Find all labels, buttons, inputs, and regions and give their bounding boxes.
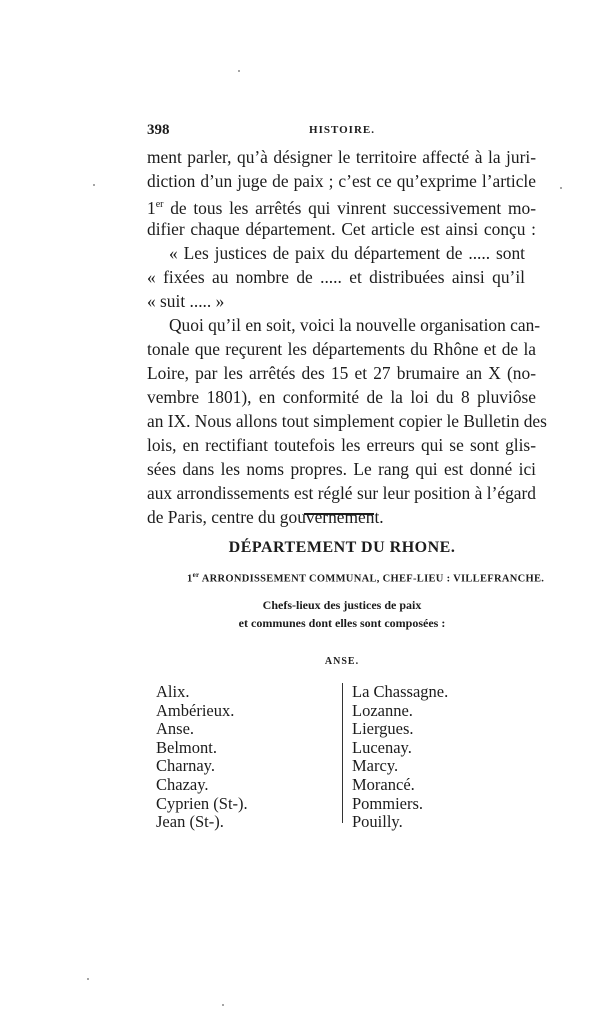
- paper-speck: [560, 187, 562, 189]
- column-divider: [342, 683, 343, 823]
- arrondissement-number: 1: [187, 573, 193, 585]
- commune-item: Alix.: [156, 682, 190, 701]
- commune-item: Chazay.: [156, 774, 209, 794]
- quote-line: « suit ..... »: [147, 291, 225, 311]
- commune-item: Belmont.: [156, 737, 217, 757]
- commune-item: Charnay.: [156, 756, 215, 776]
- text-line: lois, en rectifiant toutefois les erreurs qui se sont glis-: [147, 435, 536, 455]
- commune-item: Pommiers.: [352, 793, 424, 813]
- text-line: Quoi qu’il en soit, voici la nouvelle organisation can-: [169, 315, 541, 335]
- text-line: an IX. Nous allons tout simplement copier le Bulletin des: [147, 411, 547, 431]
- page-number: 398: [147, 122, 170, 138]
- communes-left-column: [156, 683, 248, 832]
- text-line: tonale que reçurent les départements du Rhône et de la: [147, 339, 536, 359]
- commune-item: Marcy.: [352, 756, 399, 776]
- commune-item: Morancé.: [352, 774, 415, 794]
- commune-item: Pouilly.: [352, 812, 403, 832]
- paper-speck: [238, 70, 240, 72]
- quote-line: « fixées au nombre de ..... et distribuées ainsi qu’il: [147, 267, 525, 287]
- section-divider: [304, 513, 374, 515]
- arrondissement-superscript: er: [192, 571, 200, 579]
- subtitle-line-1: Chefs-lieux des justices de paix: [262, 598, 422, 612]
- commune-item: Cyprien (St-).: [156, 793, 248, 813]
- page-header: [147, 122, 537, 142]
- section-title: DÉPARTEMENT DU RHONE.: [228, 539, 456, 556]
- paper-speck: [222, 1004, 224, 1006]
- arrondissement-heading: [187, 571, 544, 585]
- article-superscript: er: [155, 199, 164, 210]
- text-line: Loire, par les arrêtés des 15 et 27 brumaire an X (no-: [147, 363, 536, 383]
- commune-item: Liergues.: [352, 719, 414, 739]
- running-head: HISTOIRE.: [309, 124, 375, 136]
- commune-item: Lozanne.: [352, 700, 413, 720]
- text-line: ment parler, qu’à désigner le territoire affecté à la juri-: [147, 147, 536, 167]
- commune-item: La Chassagne.: [352, 682, 449, 701]
- article-number: 1: [147, 197, 156, 218]
- subtitle-line-2: et communes dont elles sont composées :: [238, 616, 446, 630]
- text-line: vembre 1801), en conformité de la loi du 8 pluviôse: [147, 387, 536, 407]
- quote-line: « Les justices de paix du département de ..... sont: [169, 243, 525, 263]
- text-line: difier chaque département. Cet article est ainsi conçu :: [147, 219, 536, 239]
- commune-item: Anse.: [156, 719, 195, 739]
- text-line: diction d’un juge de paix ; c’est ce qu’exprime l’article: [147, 171, 536, 191]
- commune-item: Ambérieux.: [156, 700, 235, 720]
- text-fragment: de tous les arrêtés qui vinrent successivement mo-: [170, 197, 536, 218]
- communes-right-column: [352, 683, 448, 832]
- arrondissement-text: ARRONDISSEMENT COMMUNAL, CHEF-LIEU : VILLEFRANCHE.: [201, 573, 545, 585]
- text-line: aux arrondissements est réglé sur leur position à l’égard: [147, 483, 536, 503]
- text-line: [147, 193, 536, 217]
- paper-speck: [93, 184, 95, 186]
- text-line: de Paris, centre du gouvernement.: [147, 507, 384, 527]
- canton-heading: ANSE.: [324, 656, 360, 667]
- commune-item: Jean (St-).: [156, 812, 224, 832]
- text-line: sées dans les noms propres. Le rang qui est donné ici: [147, 459, 536, 479]
- commune-item: Lucenay.: [352, 737, 412, 757]
- paper-speck: [87, 978, 89, 980]
